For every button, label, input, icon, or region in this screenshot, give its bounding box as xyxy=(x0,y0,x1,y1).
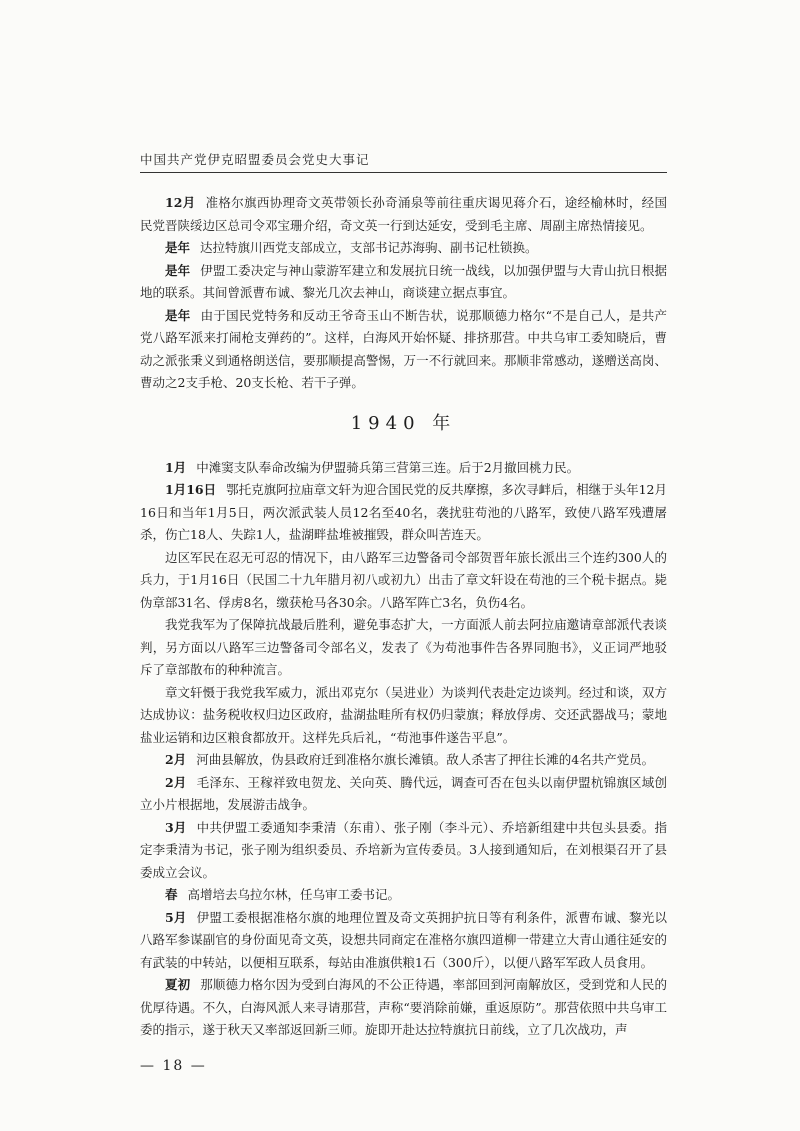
entry-text: 鄂托克旗阿拉庙章文轩为迎合国民党的反共摩擦，多次寻衅后，相继于头年12月16日和当年1月5日，两次派武装人员12名至40名，袭扰驻苟池的八路军，致使八路军残遭屠杀，伤亡18人、失踪1人，盐湖畔盐堆被摧毁，群众叫苦连天。 xyxy=(140,482,668,542)
entry-date: 2月 xyxy=(165,752,187,767)
entry-paragraph xyxy=(140,884,667,907)
entry-text: 河曲县解放，伪县政府迁到准格尔旗长滩镇。敌人杀害了押往长滩的4名共产党员。 xyxy=(196,752,655,767)
entry-date: 5月 xyxy=(165,909,187,925)
entry-text: 由于国民党特务和反动王爷奇玉山不断告状，说那顺德力格尔“不是自己人，是共产党八路军派来打闹枪支弹药的”。这样，白海风开始怀疑、排挤那营。中共乌审工委知晓后，曹动之派张秉义到通格朗送信，要那顺提高警惕，万一不行就回来。那顺非常感动，遂赠送高岗、曹动之2支手枪、20支长枪、若干子弹。 xyxy=(140,307,667,390)
entry-paragraph xyxy=(140,457,667,480)
entry-paragraph xyxy=(140,305,667,395)
entry-paragraph xyxy=(140,260,667,305)
entry-paragraph xyxy=(140,682,667,750)
entry-text: 中共伊盟工委通知李秉清（东甫）、张子刚（李斗元）、乔培新组建中共包头县委。指定李秉清为书记，张子刚为组织委员、乔培新为宣传委员。3人接到通知后，在刘根渠召开了县委成立会议。 xyxy=(140,819,667,880)
entry-date: 是年 xyxy=(165,262,191,278)
page-body xyxy=(140,192,667,1042)
entry-paragraph xyxy=(140,479,667,547)
entry-date: 1月 xyxy=(165,459,187,475)
header-title: 中国共产党伊克昭盟委员会党史大事记 xyxy=(140,152,370,167)
entry-text: 高增培去乌拉尔林，任乌审工委书记。 xyxy=(187,887,401,902)
entry-paragraph xyxy=(140,192,667,237)
entry-paragraph xyxy=(140,749,667,772)
entry-text: 边区军民在忍无可忍的情况下，由八路军三边警备司令部贺晋年旅长派出三个连约300人的兵力，于1月16日（民国二十九年腊月初八或初九）出击了章文轩设在苟池的三个税卡据点。毙伪章部31名、俘虏8名，缴获枪马各30余。八路军阵亡3名，负伤4名。 xyxy=(140,549,667,610)
entry-date: 春 xyxy=(165,887,178,902)
entry-text: 中滩窦支队奉命改编为伊盟骑兵第三营第三连。后于2月撤回桃力民。 xyxy=(196,459,580,475)
section-1937 xyxy=(140,192,667,395)
entry-text: 那顺德力格尔因为受到白海风的不公正待遇，率部回到河南解放区，受到党和人民的优厚待遇。不久，白海风派人来寻请那营，声称“要消除前嫌，重返原防”。那营依照中共乌审工委的指示，遂于秋天又率部返回新三师。旋即开赴达拉特旗抗日前线，立了几次战功，声 xyxy=(140,977,667,1037)
entry-date: 夏初 xyxy=(165,977,191,992)
entry-text: 伊盟工委决定与神山蒙游军建立和发展抗日统一战线，以加强伊盟与大青山抗日根据地的联系。其间曾派曹布诚、黎光几次去神山，商谈建立据点事宜。 xyxy=(140,262,667,300)
entry-date: 3月 xyxy=(165,819,187,835)
entry-text: 准格尔旗西协理奇文英带领长孙奇涌泉等前往重庆谒见蒋介石，途经榆林时，经国民党晋陕绥边区总司令邓宝珊介绍，奇文英一行到达延安，受到毛主席、周副主席热情接见。 xyxy=(140,195,667,233)
entry-text: 达拉特旗川西党支部成立，支部书记苏海驹、副书记杜锁换。 xyxy=(200,240,538,255)
entry-date: 是年 xyxy=(165,307,191,323)
entry-paragraph xyxy=(140,614,667,682)
entry-date: 2月 xyxy=(165,774,187,790)
entry-paragraph xyxy=(140,817,667,885)
entry-paragraph xyxy=(140,547,667,615)
entry-date: 是年 xyxy=(165,240,191,255)
entry-paragraph xyxy=(140,907,667,975)
entry-text: 我党我军为了保障抗战最后胜利，避免事态扩大，一方面派人前去阿拉庙邀请章部派代表谈判，另方面以八路军三边警备司令部名义，发表了《为苟池事件告各界同胞书》，义正词严地驳斥了章部散布的种种流言。 xyxy=(140,617,667,677)
running-header xyxy=(140,150,667,173)
page-number: — 18 — xyxy=(140,1058,207,1074)
entry-text: 伊盟工委根据准格尔旗的地理位置及奇文英拥护抗日等有利条件，派曹布诚、黎光以八路军参谋副官的身份面见奇文英，设想共同商定在准格尔旗四道柳一带建立大青山通往延安的有武装的中转站，以便相互联系，每站由准旗供粮1石（300斤），以便八路军军政人员食用。 xyxy=(140,909,667,970)
entry-paragraph xyxy=(140,237,667,260)
entry-text: 章文轩慑于我党我军威力，派出邓克尔（吴进业）为谈判代表赴定边谈判。经过和谈，双方达成协议：盐务税收权归边区政府，盐湖盐畦所有权仍归蒙旗；释放俘虏、交还武器战马；蒙地盐业运销和边区粮食都放开。这样先兵后礼，“苟池事件遂告平息”。 xyxy=(140,684,667,745)
entry-paragraph xyxy=(140,974,667,1042)
entry-text: 毛泽东、王稼祥致电贺龙、关向英、腾代远，调查可否在包头以南伊盟杭锦旗区域创立小片根据地，发展游击战争。 xyxy=(140,774,667,812)
entry-date: 1月16日 xyxy=(165,482,217,497)
section-1940 xyxy=(140,457,667,1042)
year-heading: 1940 年 xyxy=(350,412,457,434)
entry-date: 12月 xyxy=(165,195,196,210)
entry-paragraph xyxy=(140,772,667,817)
